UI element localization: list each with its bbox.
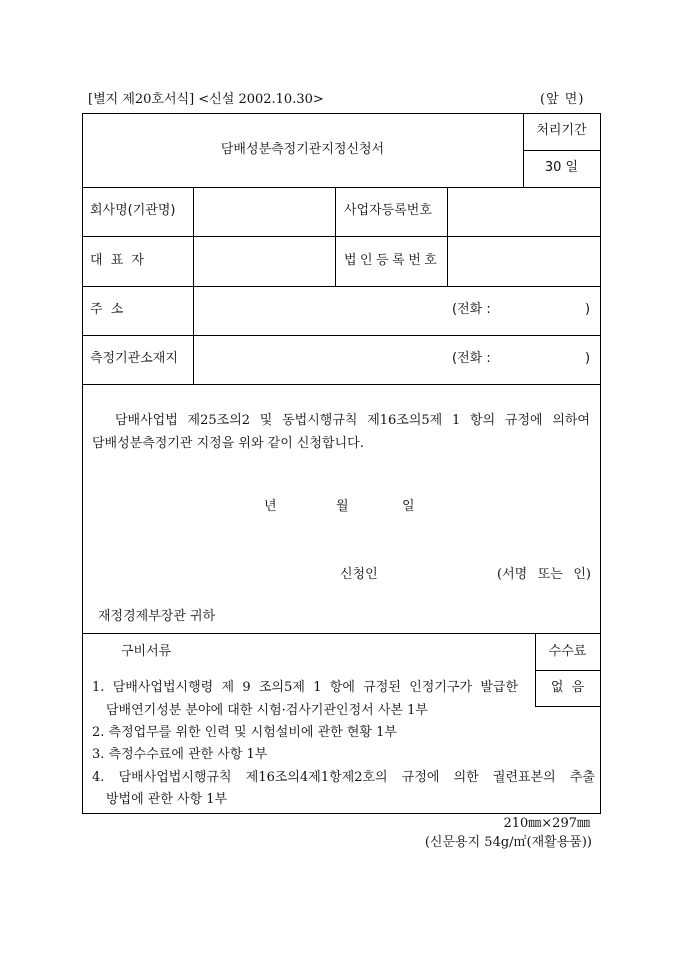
processing-period-label: 처리기간: [536, 123, 587, 138]
rule-fee-header: [535, 670, 600, 671]
page-side-label: (앞 면): [540, 92, 585, 107]
paper-size: 210㎜×297㎜: [503, 816, 590, 831]
address-phone-label: (전화 :: [452, 302, 491, 317]
paper-type: (신문용지 54g/㎡(재활용품)): [424, 835, 592, 850]
fee-label: 수수료: [548, 644, 587, 659]
form-title: 담배성분측정기관지정신청서: [220, 142, 385, 157]
document-item-1-line-2: 담배연기성분 분야에 대한 시험·검사기관인정서 사본 1부: [106, 703, 428, 718]
form-number: [별지 제20호서식] <신설 2002.10.30>: [88, 92, 324, 107]
fee-value: 없 음: [550, 680, 585, 695]
document-item-4-line-2: 방법에 관한 사항 1부: [106, 792, 228, 807]
rule-fee-bottom: [535, 706, 600, 707]
date-year: 년: [264, 499, 277, 514]
business-registration-label: 사업자등록번호: [344, 203, 432, 218]
rule-before-documents: [82, 633, 600, 634]
representative-value: [194, 237, 334, 285]
statement-line-1: 담배사업법 제25조의2 및 동법시행규칙 제16조의5제 1 항의 규정에 의하여: [115, 413, 590, 428]
facility-location-label: 측정기관소재지: [90, 351, 178, 366]
rule-after-location-row: [82, 384, 600, 385]
statement-line-2: 담배성분측정기관 지정을 위와 같이 신청합니다.: [92, 436, 364, 451]
date-month: 월: [336, 499, 349, 514]
address-phone-close: ): [585, 302, 591, 317]
document-item-2: 2. 측정업무를 위한 인력 및 시험설비에 관한 현황 1부: [92, 725, 397, 740]
address-label: 주 소: [90, 302, 124, 317]
facility-phone-close: ): [585, 351, 591, 366]
rule-second-label-left: [335, 187, 336, 286]
recipient: 재정경제부장관 귀하: [98, 609, 216, 624]
document-item-4-line-1: 4. 담배사업법시행규칙 제16조의4제1항제2호의 규정에 의한 궐련표본의 추출: [92, 770, 595, 785]
address-value: [194, 287, 599, 334]
business-registration-value: [448, 188, 599, 235]
applicant-label: 신청인: [340, 567, 378, 582]
processing-period-value: 30 일: [544, 160, 579, 175]
date-day: 일: [402, 499, 415, 514]
rule-processing-split: [523, 150, 600, 151]
required-documents-header: 구비서류: [121, 644, 172, 659]
document-item-1-line-1: 1. 담배사업법시행령 제 9 조의5제 1 항에 규정된 인정기구가 발급한: [92, 680, 518, 695]
representative-label: 대 표 자: [90, 253, 144, 268]
corporate-registration-label: 법인등록번호: [344, 253, 441, 268]
corporate-registration-value: [448, 237, 599, 285]
facility-location-value: [194, 336, 599, 383]
company-name-label: 회사명(기관명): [90, 203, 176, 218]
company-name-value: [194, 188, 334, 235]
document-item-3: 3. 측정수수료에 관한 사항 1부: [92, 747, 268, 762]
facility-phone-label: (전화 :: [452, 351, 491, 366]
signature-note: (서명 또는 인): [497, 567, 591, 582]
